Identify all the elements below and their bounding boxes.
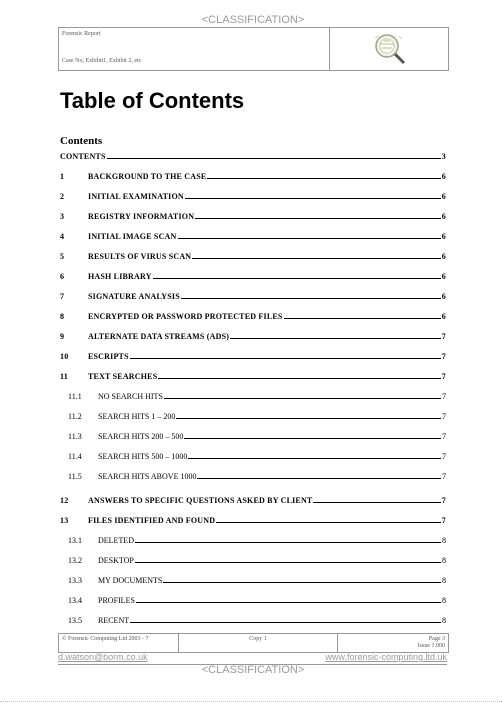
toc-entry-label: INITIAL EXAMINATION	[88, 192, 184, 201]
toc-entry[interactable]	[60, 269, 446, 281]
toc-entry-page: 7	[441, 516, 446, 525]
toc-leader-line	[185, 198, 441, 199]
toc-entry-label: DESKTOP	[98, 556, 134, 565]
toc-leader-line	[188, 458, 441, 459]
toc-entry-page: 7	[441, 496, 446, 505]
toc-entry[interactable]	[60, 229, 446, 241]
toc-entry-page: 7	[442, 392, 446, 401]
toc-entry-number: 11	[60, 372, 68, 381]
toc-leader-line	[135, 562, 441, 563]
footer-copyright: © Forensic Computing Ltd 2003 - 7	[59, 634, 179, 652]
toc-entry-page: 3	[441, 152, 446, 161]
toc-entry-number: 11.1	[68, 392, 82, 401]
toc-entry[interactable]	[60, 493, 446, 505]
contents-label: Contents	[60, 135, 103, 147]
toc-entry-number: 7	[60, 292, 65, 301]
toc-entry-number: 13.3	[68, 576, 82, 585]
toc-entry-page: 8	[442, 576, 446, 585]
toc-entry-label: SEARCH HITS 500 – 1000	[98, 452, 188, 461]
toc-entry[interactable]	[60, 149, 446, 161]
toc-entry-number: 4	[60, 232, 65, 241]
toc-entry-label: ALTERNATE DATA STREAMS (ADS)	[88, 332, 230, 341]
toc-entry-page: 6	[441, 272, 446, 281]
toc-entry-label: PROFILES	[98, 596, 135, 605]
toc-entry-page: 6	[441, 312, 446, 321]
toc-entry-page: 6	[441, 252, 446, 261]
toc-leader-line	[230, 338, 441, 339]
toc-leader-line	[135, 542, 441, 543]
toc-entry-number: 13	[60, 516, 69, 525]
toc-leader-line	[197, 478, 441, 479]
toc-entry-label: ENCRYPTED OR PASSWORD PROTECTED FILES	[88, 312, 283, 321]
toc-entry-number: 1	[60, 172, 65, 181]
toc-leader-line	[164, 398, 441, 399]
toc-leader-line	[284, 318, 441, 319]
report-label: Forensic Report	[62, 31, 101, 37]
toc-entry-page: 7	[442, 412, 446, 421]
toc-entry-number: 3	[60, 212, 65, 221]
toc-leader-line	[216, 522, 441, 523]
toc-entry-page: 7	[441, 352, 446, 361]
toc-entry-page: 6	[441, 212, 446, 221]
toc-entry-page: 7	[442, 452, 446, 461]
toc-entry-label: REGISTRY INFORMATION	[88, 212, 195, 221]
website-link[interactable]: www.forensic-computing.ltd.uk	[325, 652, 447, 662]
toc-entry[interactable]	[60, 409, 446, 421]
toc-entry-label: FILES IDENTIFIED AND FOUND	[88, 516, 216, 525]
toc-entry-page: 6	[441, 172, 446, 181]
toc-entry-label: BACKGROUND TO THE CASE	[88, 172, 207, 181]
toc-entry-label: SEARCH HITS 1 – 200	[98, 412, 176, 421]
toc-entry[interactable]	[60, 369, 446, 381]
toc-leader-line	[163, 582, 441, 583]
email-link[interactable]: d.watson@borm.co.uk	[58, 652, 148, 662]
toc-entry[interactable]	[60, 249, 446, 261]
toc-entry-page: 8	[442, 596, 446, 605]
toc-entry-number: 13.1	[68, 536, 82, 545]
toc-entry-label: ANSWERS TO SPECIFIC QUESTIONS ASKED BY CLIENT	[88, 496, 313, 505]
toc-entry-number: 11.3	[68, 432, 82, 441]
toc-entry-number: 13.2	[68, 556, 82, 565]
toc-entry[interactable]	[60, 389, 446, 401]
toc-entry-page: 7	[441, 332, 446, 341]
toc-entry-label: HASH LIBRARY	[88, 272, 152, 281]
toc-entry-page: 7	[442, 432, 446, 441]
toc-entry[interactable]	[60, 329, 446, 341]
toc-entry-number: 13.4	[68, 596, 82, 605]
toc-entry-number: 9	[60, 332, 65, 341]
toc-leader-line	[130, 358, 441, 359]
toc-entry-number: 13.5	[68, 616, 82, 625]
toc-entry[interactable]	[60, 553, 446, 565]
page-title: Table of Contents	[60, 88, 245, 113]
toc-entry-number: 11.2	[68, 412, 82, 421]
toc-entry-number: 8	[60, 312, 65, 321]
case-label: Case No, Exhibit1, Exhibit 2, etc	[62, 58, 142, 64]
toc-leader-line	[107, 158, 441, 159]
toc-entry-page: 6	[441, 192, 446, 201]
magnifier-logo-icon	[372, 32, 408, 66]
toc-entry-label: SIGNATURE ANALYSIS	[88, 292, 180, 301]
toc-entry-label: DELETED	[98, 536, 134, 545]
toc-leader-line	[153, 278, 441, 279]
toc-leader-line	[158, 378, 440, 379]
footer-issue: Issue 1.000	[417, 643, 445, 649]
toc-entry-page: 7	[442, 472, 446, 481]
toc-entry[interactable]	[60, 349, 446, 361]
toc-entry[interactable]	[60, 209, 446, 221]
footer-page-issue	[338, 634, 448, 652]
toc-entry-page: 7	[441, 372, 446, 381]
toc-entry-page: 8	[442, 616, 446, 625]
toc-entry-page: 6	[441, 292, 446, 301]
toc-leader-line	[195, 218, 441, 219]
toc-entry-label: NO SEARCH HITS	[98, 392, 163, 401]
toc-entry-number: 5	[60, 252, 65, 261]
header-table	[58, 27, 449, 71]
toc-entry[interactable]	[60, 169, 446, 181]
toc-entry[interactable]	[60, 449, 446, 461]
toc-entry-label: MY DOCUMENTS	[98, 576, 163, 585]
toc-entry-label: SEARCH HITS ABOVE 1000	[98, 472, 197, 481]
toc-entry-label: SEARCH HITS 200 – 500	[98, 432, 184, 441]
footer-copy: Copy 1	[179, 634, 338, 652]
toc-entry-number: 6	[60, 272, 65, 281]
footer-page: Page 3	[428, 636, 445, 642]
page-edge-divider	[0, 701, 502, 702]
toc-leader-line	[184, 438, 441, 439]
toc-entry[interactable]	[60, 189, 446, 201]
toc-leader-line	[130, 622, 441, 623]
toc-entry-number: 10	[60, 352, 69, 361]
footer-classification: <CLASSIFICATION>	[201, 664, 305, 676]
toc-entry-label: RESULTS OF VIRUS SCAN	[88, 252, 192, 261]
toc-entry[interactable]	[60, 573, 446, 585]
toc-entry[interactable]	[60, 289, 446, 301]
toc-entry-number: 11.5	[68, 472, 82, 481]
toc-leader-line	[207, 178, 440, 179]
toc-entry[interactable]	[60, 533, 446, 545]
toc-leader-line	[181, 298, 441, 299]
toc-entry[interactable]	[60, 613, 446, 625]
toc-leader-line	[176, 418, 441, 419]
toc-entry[interactable]	[60, 593, 446, 605]
header-classification: <CLASSIFICATION>	[201, 14, 305, 26]
toc-entry-label: TEXT SEARCHES	[88, 372, 158, 381]
toc-entry-number: 12	[60, 496, 69, 505]
footer-table	[58, 633, 449, 653]
toc-leader-line	[136, 602, 441, 603]
toc-entry-number: 11.4	[68, 452, 82, 461]
toc-entry[interactable]	[60, 469, 446, 481]
toc-entry-label: RECENT	[98, 616, 130, 625]
toc-leader-line	[192, 258, 441, 259]
toc-entry-label: ESCRIPTS	[88, 352, 129, 361]
toc-entry-page: 8	[442, 556, 446, 565]
toc-entry[interactable]	[60, 513, 446, 525]
toc-entry-label: CONTENTS	[60, 152, 106, 161]
toc-entry[interactable]	[60, 429, 446, 441]
toc-leader-line	[313, 502, 440, 503]
header-logo-cell	[330, 28, 448, 70]
header-info	[59, 28, 330, 70]
toc-entry-page: 6	[441, 232, 446, 241]
toc-entry[interactable]	[60, 309, 446, 321]
toc-entry-number: 2	[60, 192, 65, 201]
toc-entry-page: 8	[442, 536, 446, 545]
toc-entry-label: INITIAL IMAGE SCAN	[88, 232, 177, 241]
toc-leader-line	[178, 238, 441, 239]
